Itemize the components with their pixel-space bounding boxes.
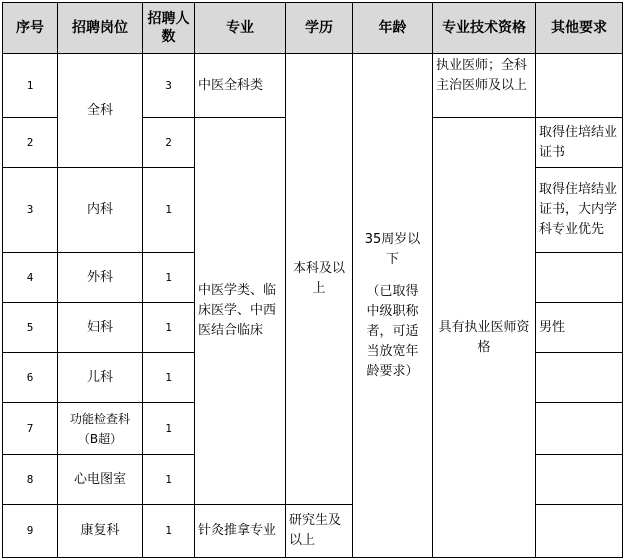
other-cell: 取得住培结业证书 xyxy=(536,118,623,168)
recruitment-table xyxy=(2,2,623,558)
qualification-cell: 执业医师；全科主治医师及以上 xyxy=(433,54,536,118)
education-cell: 研究生及以上 xyxy=(286,505,353,558)
position-cell: 外科 xyxy=(58,253,143,303)
age-merged-cell xyxy=(353,54,433,558)
seq-cell: 5 xyxy=(3,303,58,353)
qualification-merged-cell: 具有执业医师资格 xyxy=(433,118,536,558)
header-position: 招聘岗位 xyxy=(58,3,143,54)
table-row xyxy=(3,54,623,118)
other-cell xyxy=(536,54,623,118)
seq-cell: 1 xyxy=(3,54,58,118)
other-cell xyxy=(536,253,623,303)
position-cell: 全科 xyxy=(58,54,143,168)
seq-cell: 6 xyxy=(3,353,58,403)
count-cell: 2 xyxy=(143,118,195,168)
count-cell: 1 xyxy=(143,353,195,403)
seq-cell: 3 xyxy=(3,168,58,253)
header-major: 专业 xyxy=(195,3,286,54)
major-cell: 针灸推拿专业 xyxy=(195,505,286,558)
position-cell: 妇科 xyxy=(58,303,143,353)
major-cell: 中医全科类 xyxy=(195,54,286,118)
position-cell: 康复科 xyxy=(58,505,143,558)
count-cell: 1 xyxy=(143,303,195,353)
position-cell: 心电图室 xyxy=(58,455,143,505)
seq-cell: 4 xyxy=(3,253,58,303)
other-cell xyxy=(536,505,623,558)
seq-cell: 9 xyxy=(3,505,58,558)
position-cell: 内科 xyxy=(58,168,143,253)
age-main-text: 35周岁以下 xyxy=(364,231,421,267)
header-count: 招聘人数 xyxy=(143,3,195,54)
seq-cell: 8 xyxy=(3,455,58,505)
other-cell: 男性 xyxy=(536,303,623,353)
seq-cell: 2 xyxy=(3,118,58,168)
count-cell: 1 xyxy=(143,455,195,505)
header-seq: 序号 xyxy=(3,3,58,54)
other-cell xyxy=(536,403,623,455)
major-merged-cell: 中医学类、临床医学、中西医结合临床 xyxy=(195,118,286,505)
age-note-text: （已取得中级职称者，可适当放宽年龄要求） xyxy=(366,283,419,379)
count-cell: 1 xyxy=(143,168,195,253)
header-age: 年龄 xyxy=(353,3,433,54)
count-cell: 3 xyxy=(143,54,195,118)
count-cell: 1 xyxy=(143,253,195,303)
position-cell: 儿科 xyxy=(58,353,143,403)
header-other: 其他要求 xyxy=(536,3,623,54)
header-qualification: 专业技术资格 xyxy=(433,3,536,54)
header-education: 学历 xyxy=(286,3,353,54)
other-cell: 取得住培结业证书，大内学科专业优先 xyxy=(536,168,623,253)
other-cell xyxy=(536,455,623,505)
other-cell xyxy=(536,353,623,403)
seq-cell: 7 xyxy=(3,403,58,455)
position-cell: 功能检查科（B超） xyxy=(58,403,143,455)
count-cell: 1 xyxy=(143,505,195,558)
count-cell: 1 xyxy=(143,403,195,455)
education-merged-cell: 本科及以上 xyxy=(286,54,353,505)
header-row xyxy=(3,3,623,54)
